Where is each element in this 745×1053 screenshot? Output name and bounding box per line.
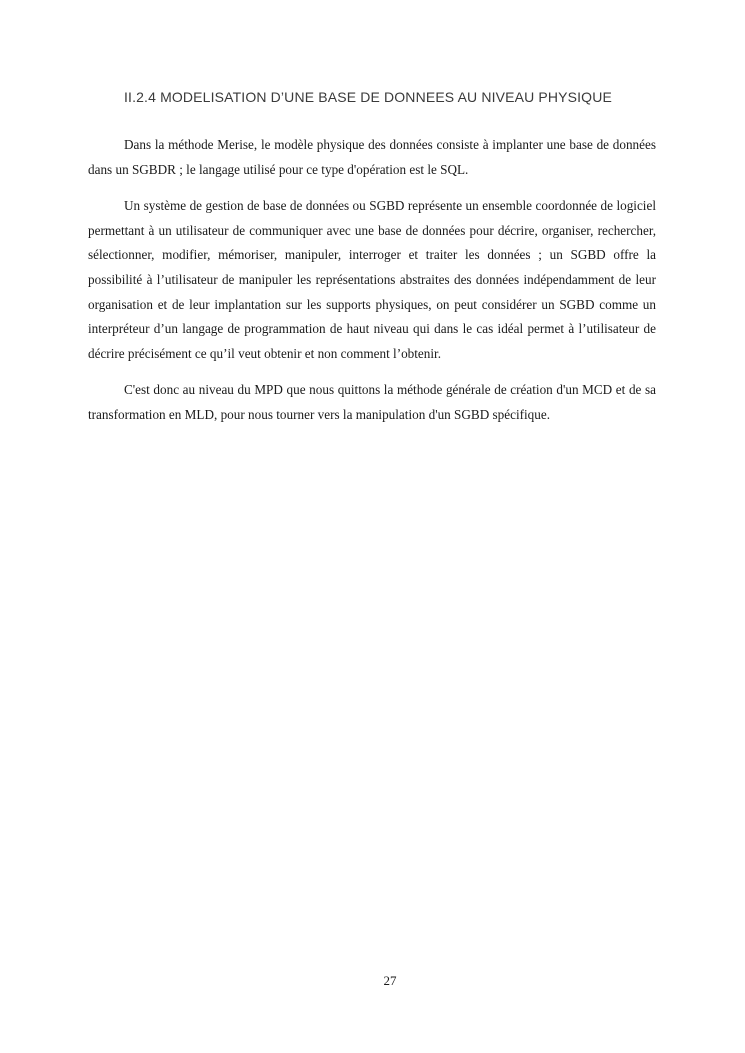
page-number: 27 [383, 973, 397, 988]
paragraph-sgbd-definition: Un système de gestion de base de données ou SGBD représente un ensemble coordonnée de logiciel permettant à un utilisateur de communiquer avec une base de données pour décrire, organiser, rechercher, sélectionner, modifier, mémoriser, manipuler, interroger et traiter les données ; un SGBD offre la possibilité à l’utilisateur de manipuler les représentations abstraites des données indépendamment de leur organisation et de leur implantation sur les supports physiques, on peut considérer un SGBD comme un interpréteur d’un langage de programmation de haut niveau qui dans le cas idéal permet à l’utilisateur de décrire précisément ce qu’il veut obtenir et non comment l’obtenir. [88, 198, 656, 361]
body-text [88, 133, 656, 440]
paragraph-merise-physical-model: Dans la méthode Merise, le modèle physique des données consiste à implanter une base de données dans un SGBDR ; le langage utilisé pour ce type d'opération est le SQL. [88, 137, 656, 177]
section-heading: II.2.4 MODELISATION D’UNE BASE DE DONNEES AU NIVEAU PHYSIQUE [124, 89, 612, 105]
paragraph-mpd-transition: C'est donc au niveau du MPD que nous quittons la méthode générale de création d'un MCD et de sa transformation en MLD, pour nous tourner vers la manipulation d'un SGBD spécifique. [88, 382, 656, 422]
